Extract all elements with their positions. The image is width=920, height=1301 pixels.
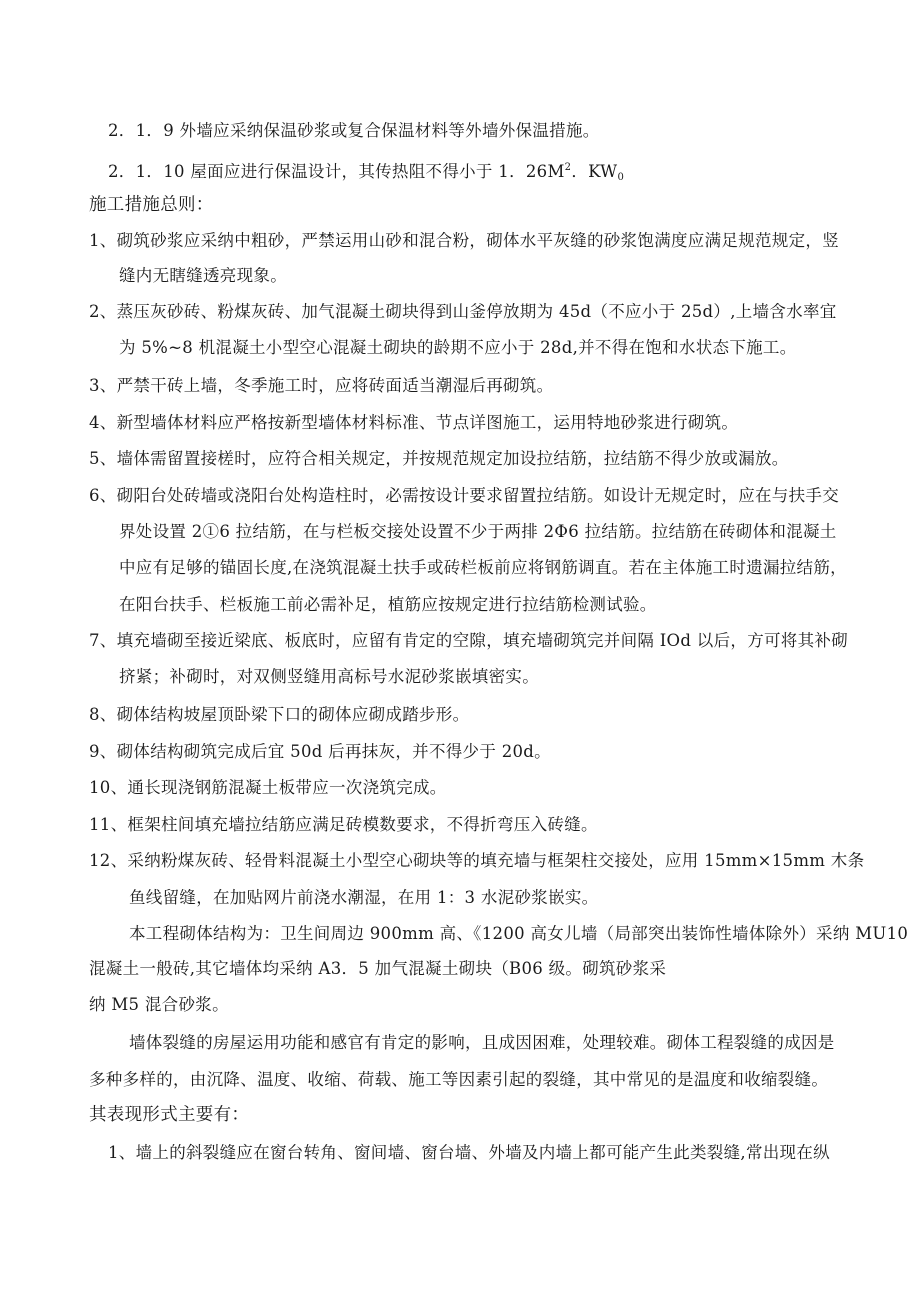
text-line-2-main: 2．1．10 屋面应进行保温设计，其传热阻不得小于 1．26M xyxy=(108,162,565,181)
text-line-13: 中应有足够的锚固长度,在浇筑混凝土扶手或砖栏板前应将钢筋调直。若在主体施工时遗漏拉结筋， xyxy=(119,558,847,577)
text-line-18: 9、砌体结构砌筑完成后宜 50d 后再抹灰，并不得少于 20d。 xyxy=(89,742,551,761)
superscript: 2 xyxy=(564,162,572,173)
section-heading: 施工措施总则： xyxy=(89,195,214,215)
text-line-8: 3、严禁干砖上墙，冬季施工时，应将砖面适当潮湿后再砌筑。 xyxy=(89,376,554,395)
text-line-22: 鱼线留缝，在加贴网片前浇水潮湿，在用 1：3 水泥砂浆嵌实。 xyxy=(129,888,599,907)
text-line-11: 6、砌阳台处砖墙或浇阳台处构造柱时，必需按设计要求留置拉结筋。如设计无规定时，应在与扶手交 xyxy=(89,486,839,505)
text-line-28: 其表现形式主要有： xyxy=(89,1105,250,1125)
text-line-12: 界处设置 2①6 拉结筋，在与栏板交接处设置不少于两排 2Φ6 拉结筋。拉结筋在砖砌体和混凝土 xyxy=(119,522,837,541)
text-line-20: 11、框架柱间填充墙拉结筋应满足砖模数要求，不得折弯压入砖缝。 xyxy=(89,815,598,834)
text-line-24: 混凝土一般砖,其它墙体均采纳 A3．5 加气混凝土砌块（B06 级。砌筑砂浆采 xyxy=(89,959,667,978)
text-line-10: 5、墙体需留置接槎时，应符合相关规定，并按规范规定加设拉结筋，拉结筋不得少放或漏放。 xyxy=(89,449,789,468)
subscript: 0 xyxy=(617,172,625,183)
text-line-21: 12、采纳粉煤灰砖、轻骨料混凝土小型空心砌块等的填充墙与框架柱交接处，应用 15mm×15mm 木条 xyxy=(89,851,865,870)
text-line-23: 本工程砌体结构为：卫生间周边 900mm 高、《1200 高女儿墙（局部突出装饰性墙体除外）采纳 MU10 xyxy=(129,924,909,943)
text-line-26: 墙体裂缝的房屋运用功能和感官有肯定的影响，且成因困难，处理较难。砌体工程裂缝的成因是 xyxy=(129,1033,835,1052)
text-line-19: 10、通长现浇钢筋混凝土板带应一次浇筑完成。 xyxy=(89,778,447,797)
text-line-9: 4、新型墙体材料应严格按新型墙体材料标准、节点详图施工，运用特地砂浆进行砌筑。 xyxy=(89,413,739,432)
text-line-2 xyxy=(108,157,624,189)
text-line-25: 纳 M5 混合砂浆。 xyxy=(89,995,229,1014)
text-line-2-unit: ．KW xyxy=(571,162,618,181)
text-line-16: 挤紧；补砌时，对双侧竖缝用高标号水泥砂浆嵌填密实。 xyxy=(119,667,539,686)
text-line-6: 2、蒸压灰砂砖、粉煤灰砖、加气混凝土砌块得到山釜停放期为 45d（不应小于 25d）,上墙含水率宜 xyxy=(89,302,837,321)
text-line-1: 2．1．9 外墙应采纳保温砂浆或复合保温材料等外墙外保温措施。 xyxy=(108,121,600,140)
text-line-4: 1、砌筑砂浆应采纳中粗砂，严禁运用山砂和混合粉，砌体水平灰缝的砂浆饱满度应满足规范规定，竖 xyxy=(89,231,839,250)
text-line-5: 缝内无瞎缝透亮现象。 xyxy=(119,266,287,285)
text-line-14: 在阳台扶手、栏板施工前必需补足，植筋应按规定进行拉结筋检测试验。 xyxy=(119,595,657,614)
text-line-17: 8、砌体结构坡屋顶卧梁下口的砌体应砌成踏步形。 xyxy=(89,705,470,724)
text-line-7: 为 5%~8 机混凝土小型空心混凝土砌块的龄期不应小于 28d,并不得在饱和水状态下施工。 xyxy=(119,338,797,357)
text-line-15: 7、填充墙砌至接近梁底、板底时，应留有肯定的空隙，填充墙砌筑完并间隔 IOd 以后，方可将其补砌 xyxy=(89,631,848,650)
text-line-29: 1、墙上的斜裂缝应在窗台转角、窗间墙、窗台墙、外墙及内墙上都可能产生此类裂缝,常出现在纵 xyxy=(108,1143,830,1162)
text-line-27: 多种多样的，由沉降、温度、收缩、荷载、施工等因素引起的裂缝，其中常见的是温度和收缩裂缝。 xyxy=(89,1070,829,1089)
